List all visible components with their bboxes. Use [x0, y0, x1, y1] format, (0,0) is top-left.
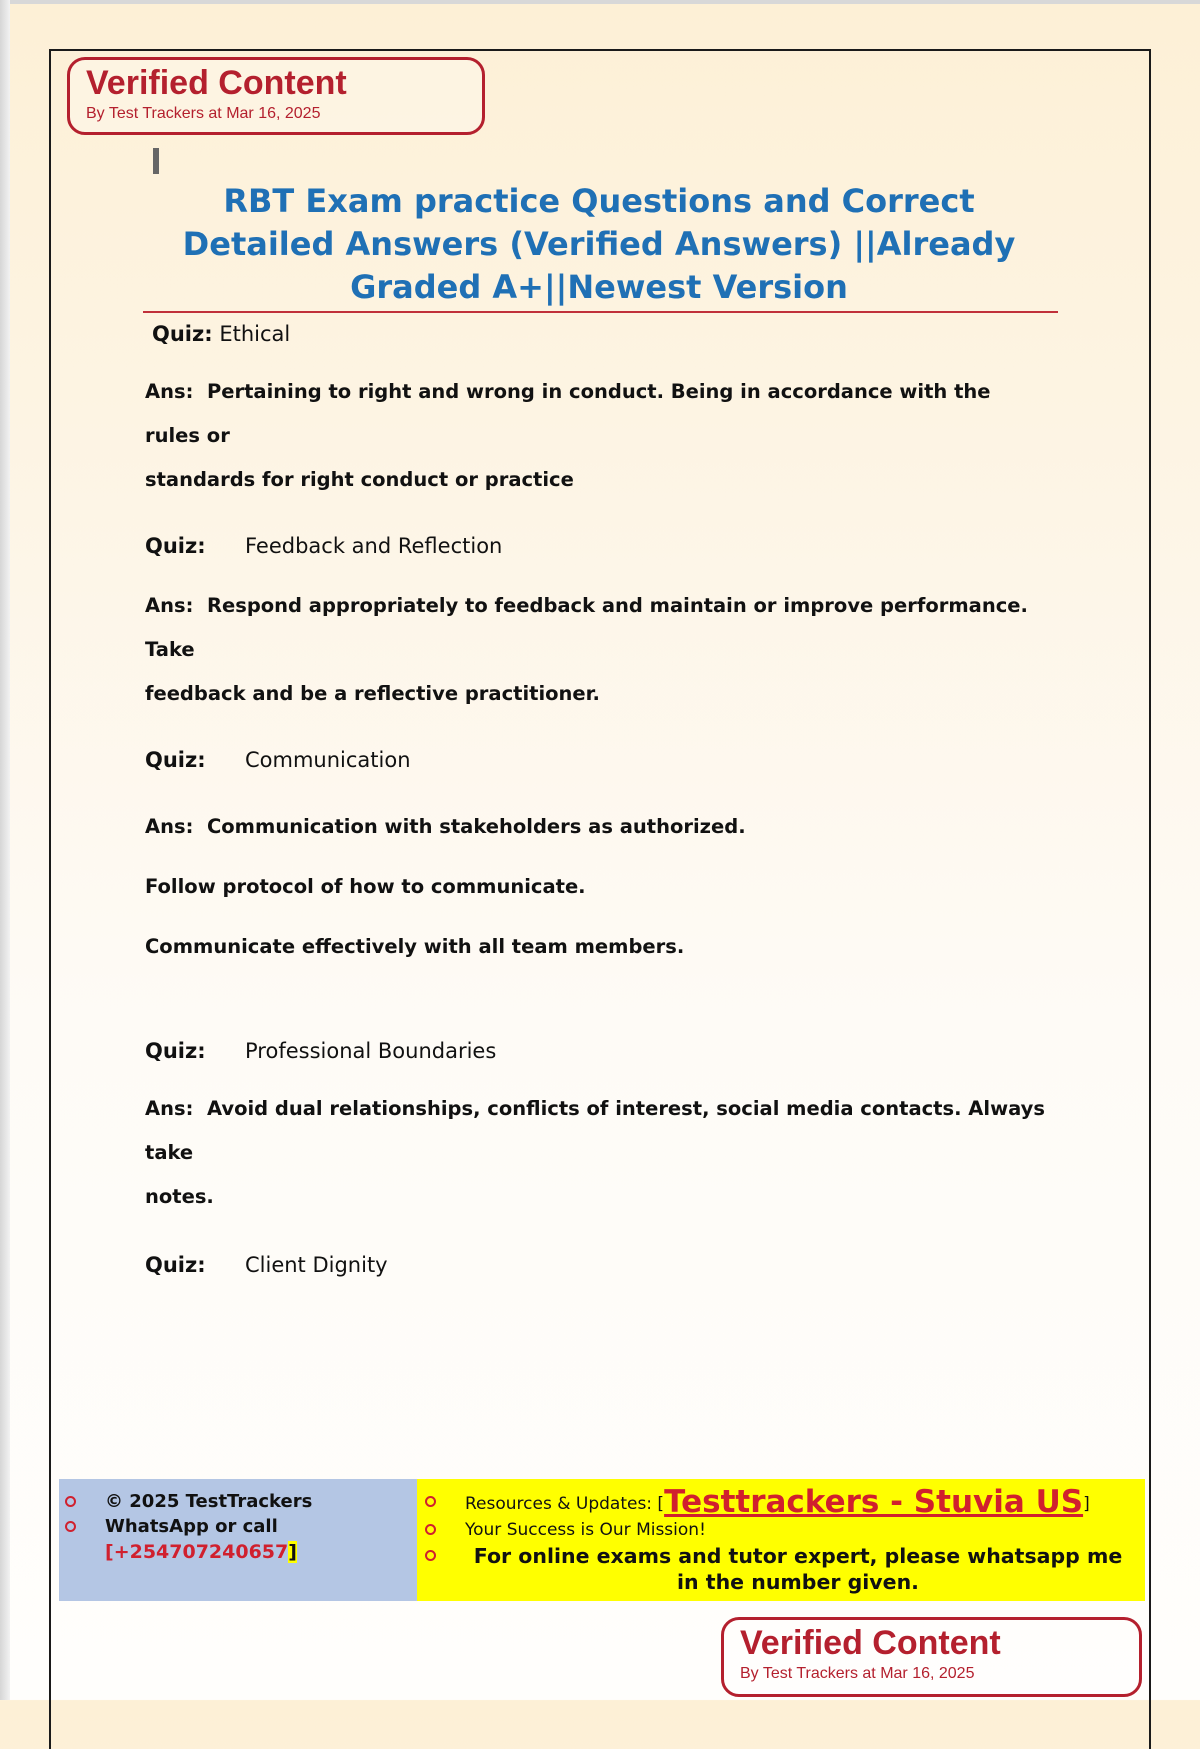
- quiz-label: Quiz:: [145, 748, 206, 772]
- quiz-topic: Ethical: [219, 322, 291, 346]
- stamp-subtitle: By Test Trackers at Mar 16, 2025: [86, 105, 321, 122]
- ans-label: Ans:: [145, 815, 194, 838]
- answer-text: Avoid dual relationships, conflicts of interest, social media contacts. Always take: [145, 1097, 1045, 1164]
- footer-contact-panel: [59, 1479, 417, 1601]
- answer-block-1: [145, 370, 1045, 502]
- stamp-subtitle: By Test Trackers at Mar 16, 2025: [740, 1665, 975, 1682]
- answer-line: Follow protocol of how to communicate.: [145, 875, 586, 898]
- footer-mission-item: [465, 1517, 1131, 1543]
- footer-copyright-item: [105, 1489, 405, 1514]
- quiz-label: Quiz:: [152, 322, 213, 346]
- stamp-title: Verified Content: [740, 1624, 1001, 1662]
- phone-number[interactable]: [105, 1539, 405, 1565]
- circle-bullet-icon: [425, 1524, 436, 1535]
- answer-line: [145, 1087, 1045, 1175]
- verified-content-stamp-bottom: [721, 1617, 1142, 1697]
- page-left-edge: [0, 0, 10, 1700]
- copyright-text: © 2025 TestTrackers: [105, 1491, 313, 1512]
- resources-close: ]: [1083, 1494, 1090, 1514]
- quiz-line-1: [152, 320, 1052, 348]
- answer-line: Communicate effectively with all team members.: [145, 935, 685, 958]
- quiz-line-2: [145, 532, 1045, 560]
- title-underline: [143, 311, 1058, 313]
- circle-bullet-icon: [425, 1496, 436, 1507]
- ans-label: Ans:: [145, 594, 194, 617]
- resources-label: Resources & Updates: [: [465, 1494, 665, 1514]
- circle-bullet-icon: [65, 1521, 76, 1532]
- text-cursor: [153, 148, 159, 174]
- page-top-edge: [0, 0, 1200, 4]
- verified-content-stamp-top: [67, 57, 485, 135]
- phone-digits: +254707240657: [113, 1541, 289, 1563]
- quiz-line-4: [145, 1037, 1045, 1065]
- whatsapp-text: WhatsApp or call: [105, 1516, 278, 1537]
- footer-resources-panel: [417, 1479, 1145, 1601]
- bracket-open: [: [105, 1541, 114, 1563]
- answer-block-3: [145, 797, 1045, 977]
- answer-text: Pertaining to right and wrong in conduct. Being in accordance with the rules or: [145, 380, 991, 447]
- ans-label: Ans:: [145, 1097, 194, 1120]
- footer-whatsapp-item: [105, 1514, 405, 1565]
- quiz-line-5: [145, 1251, 1045, 1279]
- footer-contact-item: [465, 1543, 1131, 1595]
- quiz-topic: Communication: [245, 748, 411, 772]
- answer-line: [145, 370, 1045, 458]
- quiz-line-3: [145, 746, 1045, 774]
- quiz-label: Quiz:: [145, 1039, 206, 1063]
- answer-text: Respond appropriately to feedback and maintain or improve performance. Take: [145, 594, 1028, 661]
- quiz-topic: Professional Boundaries: [245, 1039, 497, 1063]
- circle-bullet-icon: [65, 1496, 76, 1507]
- answer-line: feedback and be a reflective practitioner.: [145, 682, 600, 705]
- stamp-title: Verified Content: [86, 64, 347, 102]
- answer-block-2: [145, 584, 1045, 716]
- footer-contact-list: [105, 1489, 405, 1565]
- mission-text: Your Success is Our Mission!: [465, 1520, 706, 1540]
- answer-line: standards for right conduct or practice: [145, 468, 574, 491]
- document-title: RBT Exam practice Questions and Correct Detailed Answers (Verified Answers) ||Already Graded A+||Newest Version: [182, 182, 1016, 306]
- ans-label: Ans:: [145, 380, 194, 403]
- contact-text: For online exams and tutor expert, please whatsapp me in the number given.: [473, 1544, 1123, 1594]
- answer-line: [145, 797, 1045, 857]
- circle-bullet-icon: [425, 1550, 436, 1561]
- bracket-close: ]: [288, 1541, 297, 1563]
- quiz-topic: Feedback and Reflection: [245, 534, 503, 558]
- footer-resources-item: [465, 1484, 1131, 1520]
- answer-line: notes.: [145, 1185, 214, 1208]
- footer-resources-list: [465, 1484, 1131, 1595]
- quiz-label: Quiz:: [145, 534, 206, 558]
- answer-block-4: [145, 1087, 1045, 1219]
- stuvia-store-link[interactable]: Testtrackers - Stuvia US: [664, 1484, 1084, 1520]
- answer-text: Communication with stakeholders as authorized.: [206, 815, 746, 838]
- quiz-topic: Client Dignity: [245, 1253, 388, 1277]
- quiz-label: Quiz:: [145, 1253, 206, 1277]
- answer-line: [145, 584, 1045, 672]
